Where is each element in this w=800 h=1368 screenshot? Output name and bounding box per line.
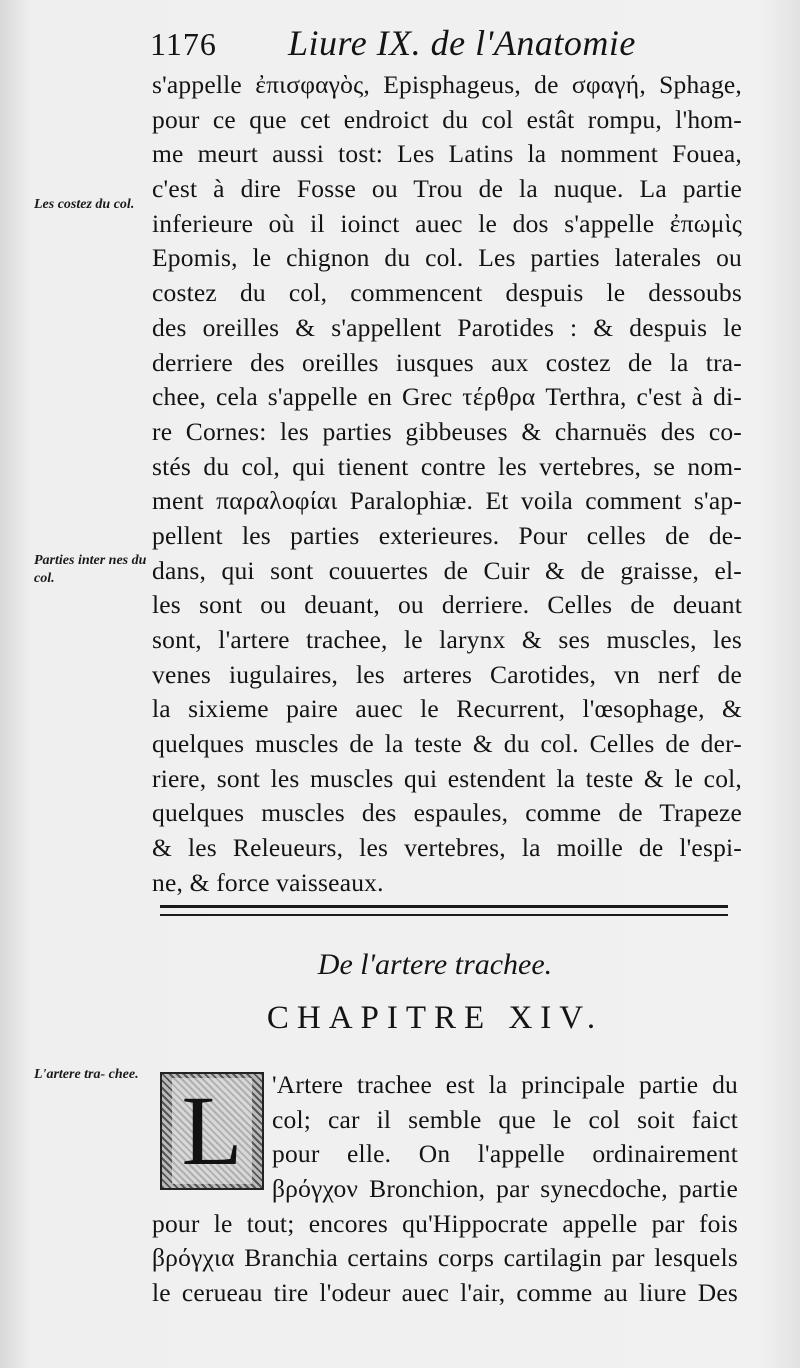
chapter-text-block [152,1068,738,1311]
text-line: me meurt aussi tost: Les Latins la nomment Fouea, [152,139,742,169]
running-title: Liure IX. de l'Anatomie [288,23,636,63]
text-line: pour elle. On l'appelle ordinairement [272,1139,738,1169]
text-line: 'Artere trachee est la principale partie du [272,1070,738,1099]
text-line: quelques muscles de la teste & du col. Celles de der- [152,729,742,759]
text-line: pour le tout; encores qu'Hippocrate appelle par fois [152,1208,738,1238]
page-header [150,18,650,68]
margin-note-parties-internes: Parties inter nes du col. [34,553,147,586]
text-line: le cerueau tire l'odeur auec l'air, comme au liure Des [152,1278,738,1308]
text-line: des oreilles & s'appellent Parotides : & despuis le [152,312,742,342]
text-line: stés du col, qui tienent contre les vertebres, se nom- [152,451,742,481]
margin-note-costez: Les costez du col. [34,197,135,212]
text-line: ment παραλοφίαι Paralophiæ. Et voila comment s'ap- [152,486,742,516]
chapter-subtitle: De l'artere trachee. [317,948,553,981]
text-line: Epomis, le chignon du col. Les parties laterales ou [152,243,742,273]
text-line: inferieure où il ioinct auec le dos s'appelle ἐπωμὶς [152,208,742,238]
text-line: pour ce que cet endroict du col estât rompu, l'hom- [152,104,742,134]
text-line: sont, l'artere trachee, le larynx & ses muscles, les [152,625,742,654]
text-line: βρόγχια Branchia certains corps cartilagin par lesquels [152,1243,738,1273]
text-line: les sont ou deuant, ou derriere. Celles de deuant [152,590,742,620]
text-line: re Cornes: les parties gibbeuses & charnuës des co- [152,416,742,446]
text-line: riere, sont les muscles qui estendent la teste & le col, [152,763,742,793]
text-line: dans, qui sont couuertes de Cuir & de graisse, el- [152,555,742,585]
text-line: pellent les parties exterieures. Pour celles de de- [152,520,742,550]
main-text-block [152,68,742,901]
text-line: derriere des oreilles iusques aux costez de la tra- [152,347,742,377]
divider-rule-thick [160,905,728,908]
section-divider [160,905,728,921]
text-line: venes iugulaires, les arteres Carotides, vn nerf de [152,659,742,689]
text-line: & les Releueurs, les vertebres, la moille de l'espi- [152,833,742,863]
chapter-title: CHAPITRE XIV. [266,1000,604,1036]
text-line: s'appelle ἐπισφαγὸς, Episphageus, de σφαγή, Sphage, [152,70,742,99]
text-line: βρόγχον Bronchion, par synecdoche, partie [272,1174,738,1204]
divider-rule-thin [160,914,728,916]
text-line: col; car il semble que le col soit faict [272,1104,738,1134]
text-line: ne, & force vaisseaux. [152,867,384,897]
text-line: c'est à dire Fosse ou Trou de la nuque. La partie [152,174,742,204]
text-line: la sixieme paire auec le Recurrent, l'œsophage, & [152,694,742,724]
text-line: chee, cela s'appelle en Grec τέρθρα Terthra, c'est à di- [152,382,742,412]
text-line: quelques muscles des espaules, comme de Trapeze [152,798,742,828]
dropcap-letter: L [172,1078,252,1184]
text-line: costez du col, commencent despuis le dessoubs [152,278,742,308]
page-number: 1176 [150,26,217,62]
margin-note-artere: L'artere tra- chee. [34,1067,139,1082]
